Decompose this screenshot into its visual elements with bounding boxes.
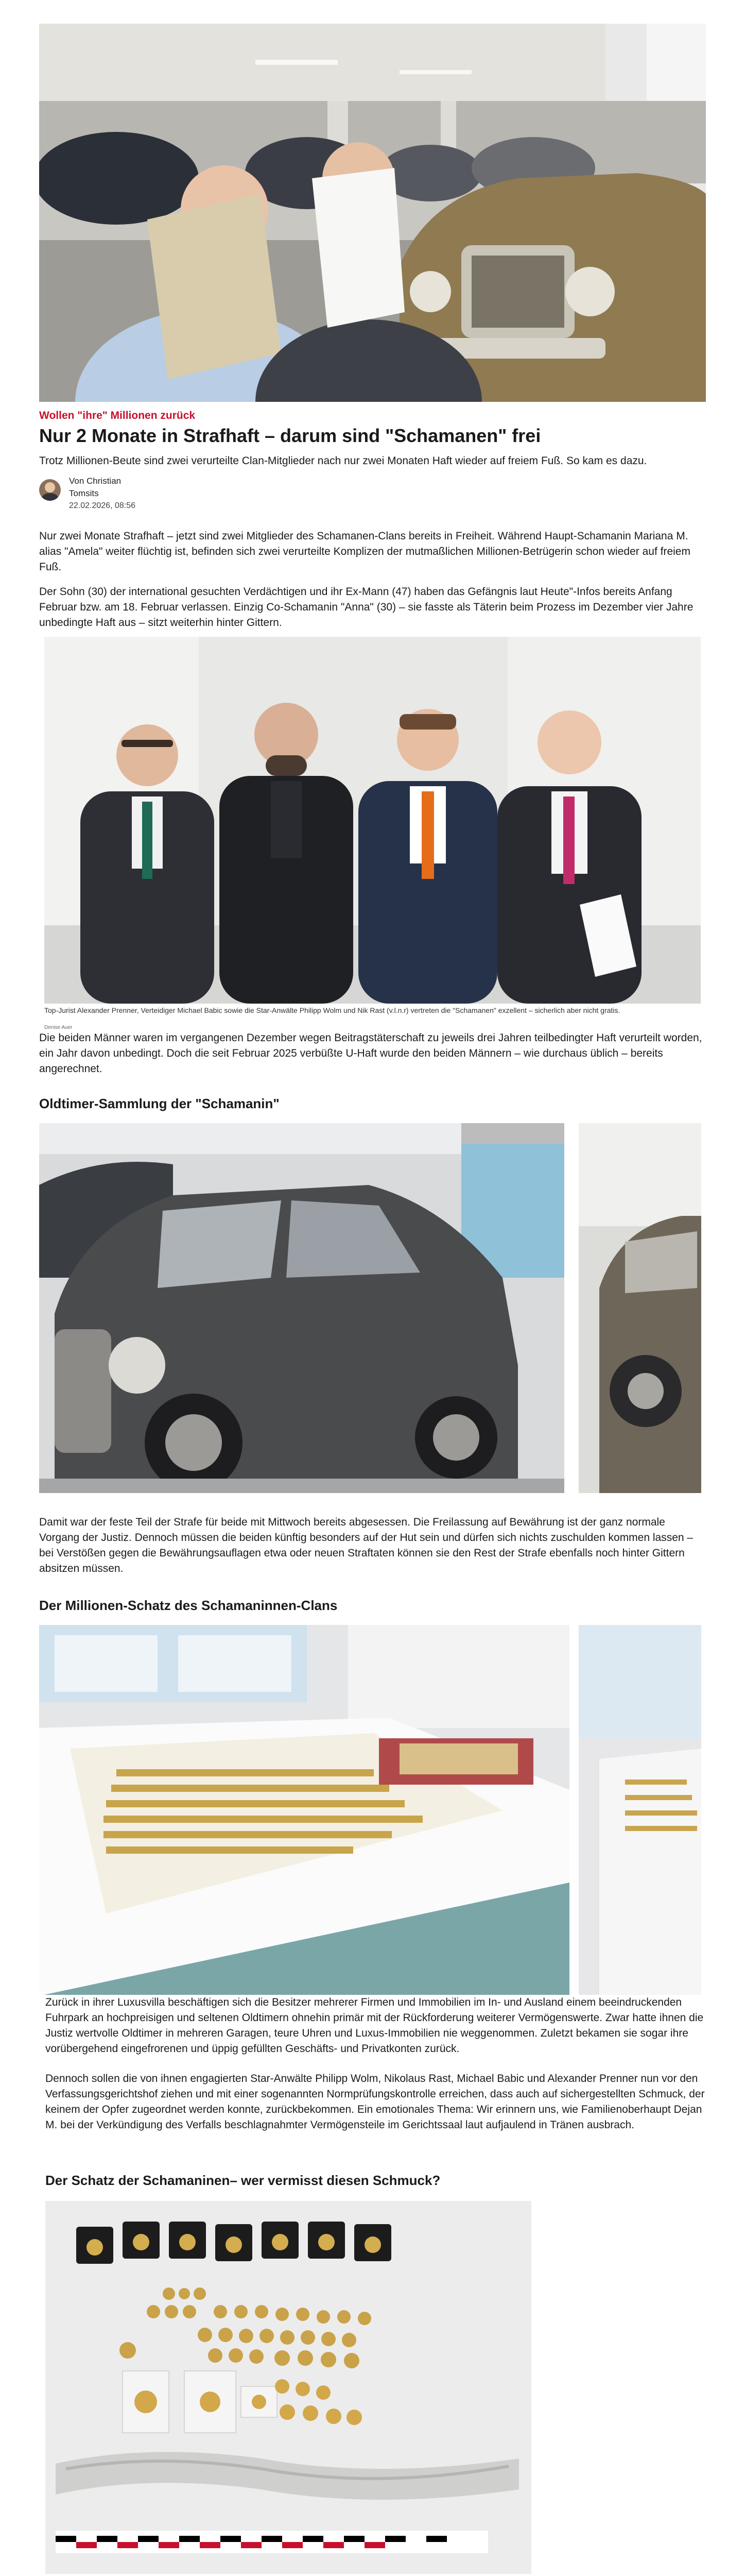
- heading-schmuck: Der Schatz der Schamaninen– wer vermisst diesen Schmuck?: [45, 2173, 441, 2188]
- author-block: [39, 475, 348, 516]
- paragraph-6: Dennoch sollen die von ihnen engagierten Star-Anwälte Philipp Wolm, Nikolaus Rast, Michael Babic und Alexander Prenner nun vor den Verfassungsgerichtshof ziehen und mit einer sogenannten Normprüfungskontrolle erreichen, dass auch auf sichergestellten Schmuck, der keinem der Opfer zugeordnet werden konnte, zurückbekommen. Ein emotionales Thema: Wir erinnern uns, wie Familienoberhaupt Dejan M. bei der Verkündigung des Verfalls beschlagnahmter Vermögensteile im Gerichtssaal laut aufjaulend in Tränen ausbrach.: [45, 2073, 705, 2131]
- article-title: Nur 2 Monate in Strafhaft – darum sind "Schamanen" frei: [39, 425, 541, 446]
- lawyers-credit: Denise Auer: [44, 1025, 73, 1030]
- oldtimer-gallery-photo[interactable]: [39, 1123, 564, 1493]
- article-kicker: Wollen "ihre" Millionen zurück: [39, 410, 196, 421]
- article-lead: Trotz Millionen-Beute sind zwei verurteilte Clan-Mitglieder nach nur zwei Monaten Haft wieder auf freiem Fuß. So kam es dazu.: [39, 455, 647, 467]
- author-byline: [69, 475, 135, 512]
- lawyers-photo: [44, 637, 701, 1004]
- heading-schatz: Der Millionen-Schatz des Schamaninnen-Clans: [39, 1598, 338, 1613]
- hero-photo: [39, 24, 706, 402]
- heading-oldtimer: Oldtimer-Sammlung der "Schamanin": [39, 1096, 280, 1111]
- paragraph-3: Die beiden Männer waren im vergangenen Dezember wegen Beitragstäterschaft zu jeweils drei Jahren teilbedingter Haft verurteilt worden, ein Jahr davon unbedingt. Doch die seit Februar 2025 verbüßte U-Haft wurde den beiden Männern – wie durchaus üblich – bereits angerechnet.: [39, 1032, 702, 1075]
- paragraph-1: Nur zwei Monate Strafhaft – jetzt sind zwei Mitglieder des Schamanen-Clans bereits in Freiheit. Während Haupt-Schamanin Mariana M. alias "Amela" weiter flüchtig ist, befinden sich zwei verurteilte Komplizen der mutmaßlichen Millionen-Betrügerin schon wieder auf freiem Fuß.: [39, 530, 690, 573]
- paragraph-5: Zurück in ihrer Luxusvilla beschäftigen sich die Besitzer mehrerer Firmen und Immobilien im In- und Ausland einem beeindruckenden Fuhrpark an hochpreisigen und seltenen Oldtimern ohnehin primär mit der Rückforderung weiterer Vermögenswerte. Zwar hatte ihnen die Justiz wertvolle Oldtimer in mehreren Garagen, teure Uhren und Luxus-Immobilien nie weggenommen. Zuletzt bekamen sie sogar ihre vorübergehend eingefrorenen und üppig gefüllten Geschäfts- und Privatkonten zurück.: [45, 1996, 704, 2055]
- jewelry-evidence-photo: [45, 2201, 531, 2574]
- author-avatar[interactable]: [39, 479, 61, 501]
- author-prefix: Von Christian: [69, 476, 122, 486]
- treasure-gallery-photo[interactable]: [39, 1625, 569, 1995]
- publish-date: 22.02.2026, 08:56: [69, 501, 136, 510]
- paragraph-2: Der Sohn (30) der international gesuchten Verdächtigen und ihr Ex-Mann (47) haben das Gefängnis laut Heute"-Infos bereits Anfang Februar bzw. am 18. Februar verlassen. Einzig Co-Schamanin "Anna" (30) – sie fasste als Täterin beim Prozess im Dezember vier Jahre unbedingte Haft aus – sitzt weiterhin hinter Gittern.: [39, 586, 694, 629]
- author-name[interactable]: Tomsits: [69, 488, 99, 498]
- paragraph-4: Damit war der feste Teil der Strafe für beide mit Mittwoch bereits abgesessen. Die Freilassung auf Bewährung ist der ganz normale Vorgang der Justiz. Dennoch müssen die beiden künftig besonders auf der Hut sein und dürfen sich nichts zuschulden kommen lassen – bei Verstößen gegen die Bewährungsauflagen etwa oder neuen Straftaten können sie den Rest der Strafe ebenfalls noch hinter Gittern absitzen müssen.: [39, 1516, 694, 1574]
- treasure-gallery-next-photo[interactable]: [579, 1625, 701, 1995]
- lawyers-caption: Top-Jurist Alexander Prenner, Verteidiger Michael Babic sowie die Star-Anwälte Philipp Wolm und Nik Rast (v.l.n.r) vertreten die "Schamanen" exzellent – sicherlich aber nicht gratis.: [44, 1006, 620, 1014]
- oldtimer-gallery-next-photo[interactable]: [579, 1123, 701, 1493]
